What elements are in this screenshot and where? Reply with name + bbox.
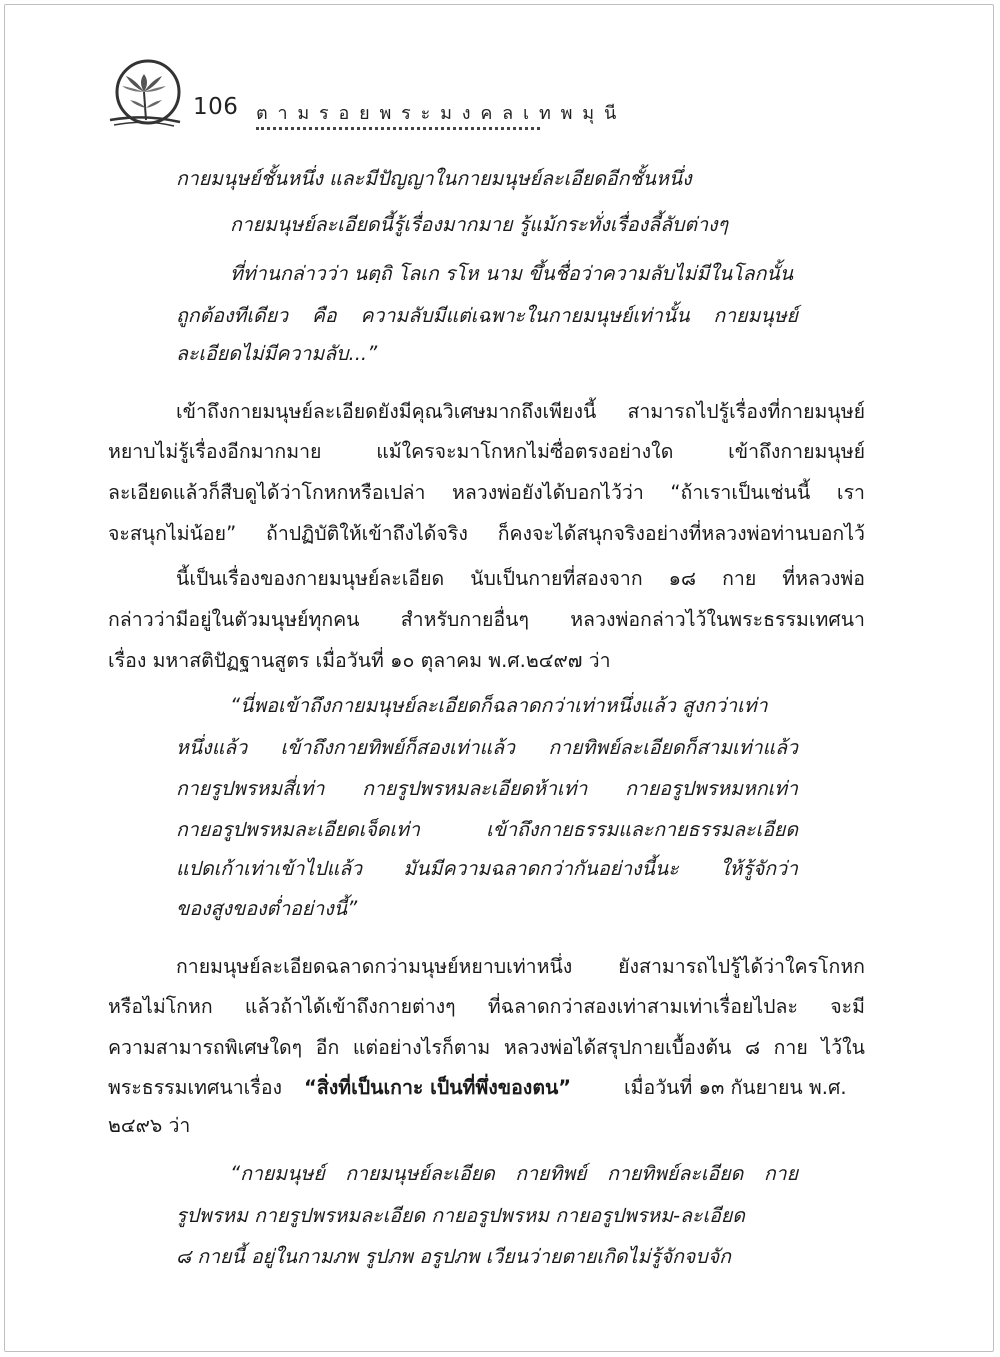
paragraph-line: หรือไม่โกหก แล้วถ้าได้เข้าถึงกายต่างๆ ที่ฉลาดกว่าสองเท่าสามเท่าเรื่อยไปละ จะมี (108, 995, 865, 1018)
quote-line: ถูกต้องทีเดียว คือ ความลับมีแต่เฉพาะในกายมนุษย์เท่านั้น กายมนุษย์ (176, 304, 798, 327)
paragraph-line: เรื่อง มหาสติปัฏฐานสูตร เมื่อวันที่ ๑๐ ตุลาคม พ.ศ.๒๔๙๗ ว่า (108, 649, 611, 672)
quote-line: แปดเก้าเท่าเข้าไปแล้ว มันมีความฉลาดกว่ากันอย่างนี้นะ ให้รู้จักว่า (176, 857, 798, 880)
quote-line: กายอรูปพรหมละเอียดเจ็ดเท่า เข้าถึงกายธรรมและกายธรรมละเอียด (176, 818, 798, 841)
sermon-title-bold: “สิ่งที่เป็นเกาะ เป็นที่พึ่งของตน” (304, 1076, 572, 1099)
page-frame (4, 4, 994, 1352)
paragraph-line: ความสามารถพิเศษใดๆ อีก แต่อย่างไรก็ตาม หลวงพ่อได้สรุปกายเบื้องต้น ๘ กาย ไว้ใน (108, 1036, 865, 1059)
paragraph-text: เมื่อวันที่ ๑๓ กันยายน พ.ศ. (624, 1076, 847, 1099)
quote-line: หนึ่งแล้ว เข้าถึงกายทิพย์ก็สองเท่าแล้ว กายทิพย์ละเอียดก็สามเท่าแล้ว (176, 736, 798, 759)
quote-line: ๘ กายนี้ อยู่ในกามภพ รูปภพ อรูปภพ เวียนว่ายตายเกิดไม่รู้จักจบจัก (176, 1245, 731, 1268)
paragraph-text: พระธรรมเทศนาเรื่อง (108, 1076, 283, 1099)
paragraph-line: เข้าถึงกายมนุษย์ละเอียดยังมีคุณวิเศษมากถึงเพียงนี้ สามารถไปรู้เรื่องที่กายมนุษย์ (176, 400, 865, 423)
header-dotted-rule (256, 127, 540, 130)
lotus-circle-emblem (104, 52, 188, 136)
quote-line: รูปพรหม กายรูปพรหมละเอียด กายอรูปพรหม กายอรูปพรหม-ละเอียด (176, 1204, 745, 1227)
quote-line: “กายมนุษย์ กายมนุษย์ละเอียด กายทิพย์ กายทิพย์ละเอียด กาย (230, 1162, 798, 1185)
paragraph-line: นี้เป็นเรื่องของกายมนุษย์ละเอียด นับเป็นกายที่สองจาก ๑๘ กาย ที่หลวงพ่อ (176, 567, 865, 590)
paragraph-line: กายมนุษย์ละเอียดฉลาดกว่ามนุษย์หยาบเท่าหนึ่ง ยังสามารถไปรู้ได้ว่าใครโกหก (176, 955, 865, 978)
paragraph-line: ๒๔๙๖ ว่า (108, 1114, 191, 1137)
paragraph-line: ละเอียดแล้วก็สืบดูได้ว่าโกหกหรือเปล่า หลวงพ่อยังได้บอกไว้ว่า “ถ้าเราเป็นเช่นนี้ เรา (108, 481, 865, 504)
paragraph-line: หยาบไม่รู้เรื่องอีกมากมาย แม้ใครจะมาโกหกไม่ซื่อตรงอย่างใด เข้าถึงกายมนุษย์ (108, 440, 865, 463)
quote-line: “นี่พอเข้าถึงกายมนุษย์ละเอียดก็ฉลาดกว่าเท่าหนึ่งแล้ว สูงกว่าเท่า (230, 694, 768, 717)
quote-line: ของสูงของต่ำอย่างนี้” (176, 897, 358, 920)
quote-line: ที่ท่านกล่าวว่า นตฺถิ โลเก รโห นาม ขึ้นชื่อว่าความลับไม่มีในโลกนั้น (230, 262, 794, 285)
quote-line: กายมนุษย์ละเอียดนี้รู้เรื่องมากมาย รู้แม้กระทั่งเรื่องลี้ลับต่างๆ (230, 213, 729, 236)
paragraph-line: กล่าวว่ามีอยู่ในตัวมนุษย์ทุกคน สำหรับกายอื่นๆ หลวงพ่อกล่าวไว้ในพระธรรมเทศนา (108, 608, 865, 631)
paragraph-line: จะสนุกไม่น้อย” ถ้าปฏิบัติให้เข้าถึงได้จริง ก็คงจะได้สนุกจริงอย่างที่หลวงพ่อท่านบอกไว้ (108, 522, 865, 545)
quote-line: ละเอียดไม่มีความลับ...” (176, 342, 378, 365)
paragraph-line-sermon-title (108, 1076, 282, 1100)
page-number: 106 (193, 94, 239, 120)
quote-line: กายมนุษย์ชั้นหนึ่ง และมีปัญญาในกายมนุษย์ละเอียดอีกชั้นหนึ่ง (176, 167, 692, 190)
quote-line: กายรูปพรหมสี่เท่า กายรูปพรหมละเอียดห้าเท่า กายอรูปพรหมหกเท่า (176, 777, 798, 800)
running-head-title: ตามรอยพระมงคลเทพมุนี (256, 103, 627, 124)
